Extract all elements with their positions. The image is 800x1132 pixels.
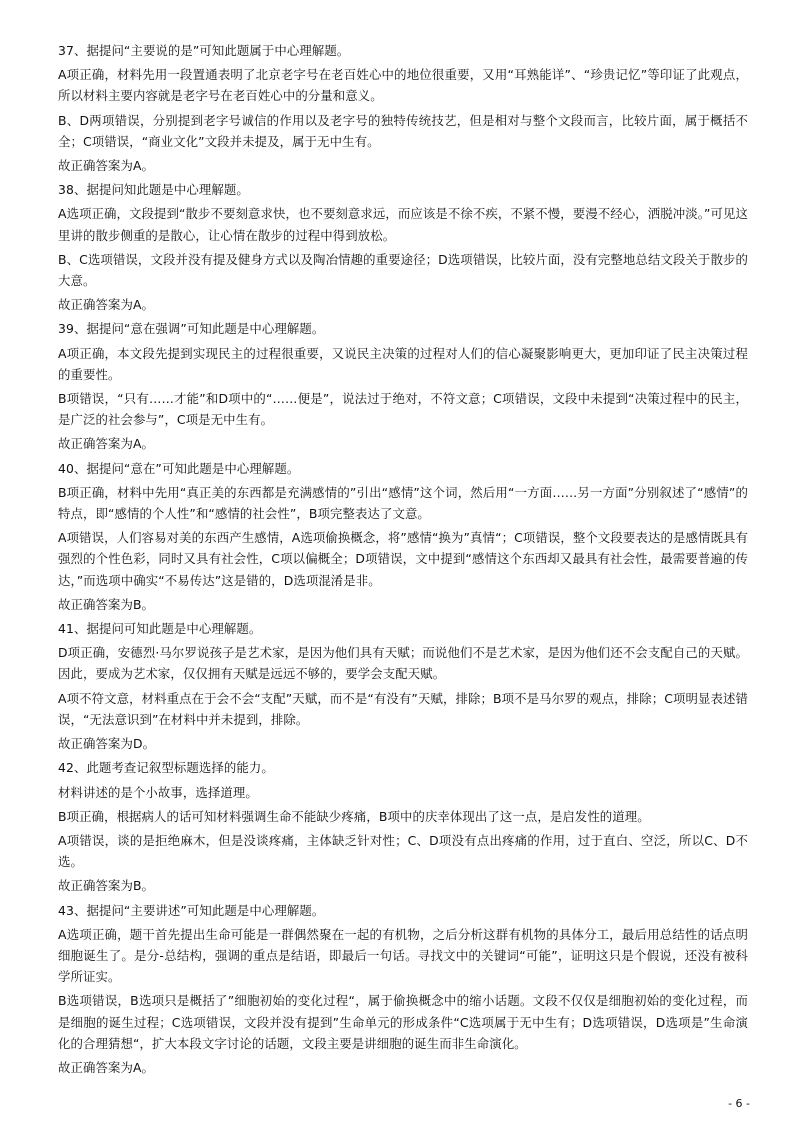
paragraph: 38、据提问知此题是中心理解题。 [58,182,249,198]
paragraph: A选项正确，文段提到“散步不要刻意求快，也不要刻意求远，而应该是不徐不疾，不紧不慢，要漫不经心，洒脱冲淡。”可见这里讲的散步侧重的是散心，让心情在散步的过程中得到放松。 [58,206,748,243]
paragraph: 40、据提问“意在”可知此题是中心理解题。 [58,460,300,476]
paragraph: 39、据提问“意在强调”可知此题是中心理解题。 [58,321,325,337]
page-number: - 6 - [728,1097,750,1110]
paragraph: 37、据提问“主要说的是”可知此题属于中心理解题。 [58,43,350,58]
paragraph: 故正确答案为A。 [58,158,155,174]
paragraph: B项错误，“只有……才能”和D项中的“……便是”，说法过于绝对，不符文意；C项错误，文段中未提到“决策过程中的民主，是广泛的社会参与”，C项是无中生有。 [58,391,748,428]
paragraph: A项错误，谈的是拒绝麻木，但是没谈疼痛，主体缺乏针对性；C、D项没有点出疼痛的作用，过于直白、空泛，所以C、D不选。 [58,832,748,870]
paragraph: 故正确答案为B。 [58,596,155,612]
paragraph: 故正确答案为D。 [58,736,156,752]
paragraph: A选项正确，题干首先提出生命可能是一群偶然聚在一起的有机物，之后分析这群有机物的具体分工，最后用总结性的话点明细胞诞生了。是分-总结构，强调的重点是结语，即最后一句话。寻找文中的关键词“可能”，证明这只是个假说，还没有被科学所证实。 [58,926,748,985]
paragraph: B项正确，材料中先用“真正美的东西都是充满感情的”引出“感情”这个词，然后用“一方面……另一方面”分别叙述了“感情”的特点，即“感情的个人性”和“感情的社会性”，B项完整表达了文意。 [58,484,748,522]
paragraph: 故正确答案为A。 [58,1059,155,1075]
paragraph: 故正确答案为A。 [58,436,155,452]
paragraph: B、C选项错误，文段并没有提及健身方式以及陶冶情趣的重要途径；D选项错误，比较片面，没有完整地总结文段关于散步的大意。 [58,251,748,289]
paragraph: A项正确，材料先用一段置通表明了北京老字号在老百姓心中的地位很重要，又用“耳熟能详”、“珍贵记忆”等印证了此观点，所以材料主要内容就是老字号在老百姓心中的分量和意义。 [58,67,748,104]
paragraph: A项不符文意，材料重点在于会不会“支配”天赋，而不是“有没有”天赋，排除；B项不是马尔罗的观点，排除；C项明显表述错误，“无法意识到”在材料中并未提到，排除。 [58,690,748,727]
paragraph: D项正确，安德烈·马尔罗说孩子是艺术家，是因为他们具有天赋；而说他们不是艺术家，是因为他们还不会支配自己的天赋。因此，要成为艺术家，仅仅拥有天赋是远远不够的，要学会支配天赋。 [58,645,748,682]
paragraph: 41、据提问可知此题是中心理解题。 [58,621,262,637]
paragraph: 43、据提问“主要讲述”可知此题是中心理解题。 [58,902,325,918]
paragraph: 42、此题考查记叙型标题选择的能力。 [58,760,274,776]
paragraph: 材料讲述的是个小故事，选择道理。 [58,784,258,800]
paragraph: A项错误，人们容易对美的东西产生感情，A选项偷换概念，将”感情“换为”真情“；C项错误，整个文段要表达的是感情既具有强烈的个性色彩，同时又具有社会性，C项以偏概全；D项错误，文中提到“感情这个东西却又最具有社会性，最需要普遍的传达，”而选项中确实“不易传达”这是错的，D选项混淆是非。 [58,530,748,588]
paragraph: B项正确，根据病人的话可知材料强调生命不能缺少疼痛，B项中的庆幸体现出了这一点，是启发性的道理。 [58,808,650,824]
paragraph: B选项错误，B选项只是概括了”细胞初始的变化过程“，属于偷换概念中的缩小话题。文段不仅仅是细胞初始的变化过程，而是细胞的诞生过程；C选项错误，文段并没有提到”生命单元的形成条件“C选项属于无中生有；D选项错误，D选项是”生命演化的合理猜想“，扩大本段文字讨论的话题，文段主要是讲细胞的诞生而非生命演化。 [58,993,748,1051]
document-body [58,40,748,1081]
paragraph: 故正确答案为A。 [58,297,155,313]
paragraph: 故正确答案为B。 [58,878,155,894]
paragraph: B、D两项错误，分别提到老字号诚信的作用以及老字号的独特传统技艺，但是相对与整个文段而言，比较片面，属于概括不全；C项错误，“商业文化”文段并未提及，属于无中生有。 [58,112,748,149]
paragraph: A项正确，本文段先提到实现民主的过程很重要，又说民主决策的过程对人们的信心凝聚影响更大，更加印证了民主决策过程的重要性。 [58,345,748,382]
